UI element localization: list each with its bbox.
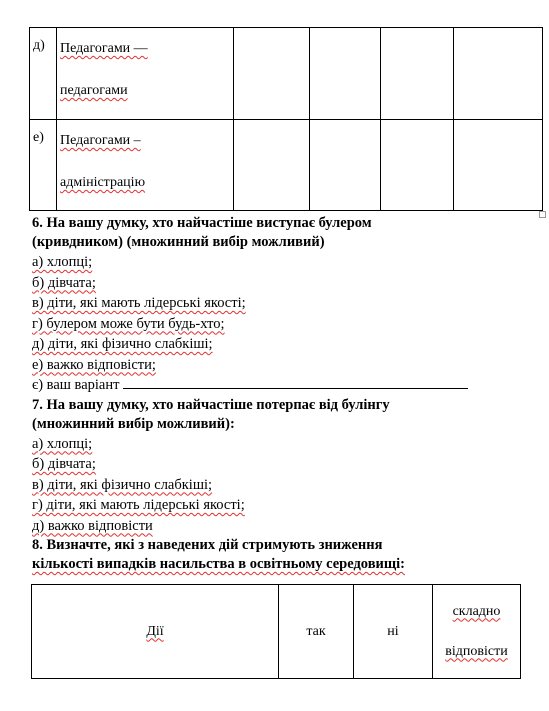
option-text: е) важко відповісти; <box>32 356 156 373</box>
row-label <box>57 28 234 120</box>
option-item <box>32 273 532 294</box>
question-7-line1: 7. На вашу думку, хто найчастіше потерпає від булінгу <box>32 396 390 413</box>
table-row <box>30 120 543 211</box>
answer-cell[interactable] <box>310 28 381 120</box>
answer-cell[interactable] <box>381 28 454 120</box>
option-text: г) діти, які мають лідерські якості; <box>32 497 245 513</box>
option-text: а) хлопці; <box>32 435 93 452</box>
question-7-title <box>32 396 532 434</box>
row-letter: е) <box>30 120 57 211</box>
row-label-line1: Педагогами — <box>60 41 148 56</box>
column-header-text: відповісти <box>445 643 508 659</box>
option-text: а) хлопці; <box>32 254 93 270</box>
answer-cell[interactable] <box>234 28 310 120</box>
column-header-text: складно <box>452 603 501 619</box>
option-text: б) дівчата; <box>32 274 96 291</box>
column-header-hard <box>433 585 521 679</box>
option-text: д) діти, які фізично слабкіші; <box>32 336 213 352</box>
answer-cell[interactable] <box>310 120 381 211</box>
option-item <box>32 314 532 335</box>
question-6-title <box>32 214 532 252</box>
question-8-title <box>32 536 532 574</box>
answer-cell[interactable] <box>454 28 543 120</box>
answer-cell[interactable] <box>454 120 543 211</box>
answer-table-top <box>29 27 543 211</box>
option-text: б) дівчата; <box>32 456 96 472</box>
option-item <box>32 495 532 516</box>
column-header-no <box>354 585 433 679</box>
actions-table <box>31 584 521 679</box>
answer-cell[interactable] <box>234 120 310 211</box>
question-8-line1: 8. Визначте, які з наведених дій стримують зниження <box>32 537 383 553</box>
column-header-actions <box>32 585 279 679</box>
option-text: г) булером може бути будь-хто; <box>32 315 225 332</box>
option-item <box>32 334 532 355</box>
option-item <box>32 516 532 537</box>
option-item <box>32 475 532 496</box>
column-header-yes <box>279 585 354 679</box>
row-label <box>57 120 234 211</box>
row-label-line2: адміністрацію <box>60 175 146 190</box>
question-8-line2: кількості випадків насильства в освітньому середовищі: <box>32 556 405 572</box>
answer-cell[interactable] <box>381 120 454 211</box>
table-header-row <box>32 585 521 679</box>
option-text: є) ваш варіант <box>32 377 120 393</box>
option-item <box>32 252 532 273</box>
row-label-line2: педагогами <box>60 83 128 98</box>
option-text: в) діти, які фізично слабкіші; <box>32 476 213 493</box>
table-resize-handle[interactable] <box>539 211 546 218</box>
question-7-line2: (множинний вибір можливий): <box>32 415 235 432</box>
column-header-text: ні <box>387 623 399 639</box>
option-item <box>32 454 532 475</box>
row-label-line1: Педагогами – <box>60 133 141 148</box>
column-header-text: так <box>306 623 326 639</box>
question-6-line1: 6. На вашу думку, хто найчастіше виступає булером <box>32 215 372 231</box>
option-text: д) важко відповісти <box>32 517 153 534</box>
option-text: в) діти, які мають лідерські якості; <box>32 295 246 311</box>
question-6-line2: (кривдником) (множинний вибір можливий) <box>32 234 325 250</box>
option-item <box>32 355 532 376</box>
option-item <box>32 375 532 396</box>
row-letter: д) <box>30 28 57 120</box>
questions-block <box>32 214 532 574</box>
answer-blank-line[interactable] <box>123 376 468 389</box>
table-row <box>30 28 543 120</box>
option-item <box>32 434 532 455</box>
option-item <box>32 293 532 314</box>
column-header-text: Дії <box>146 623 164 639</box>
